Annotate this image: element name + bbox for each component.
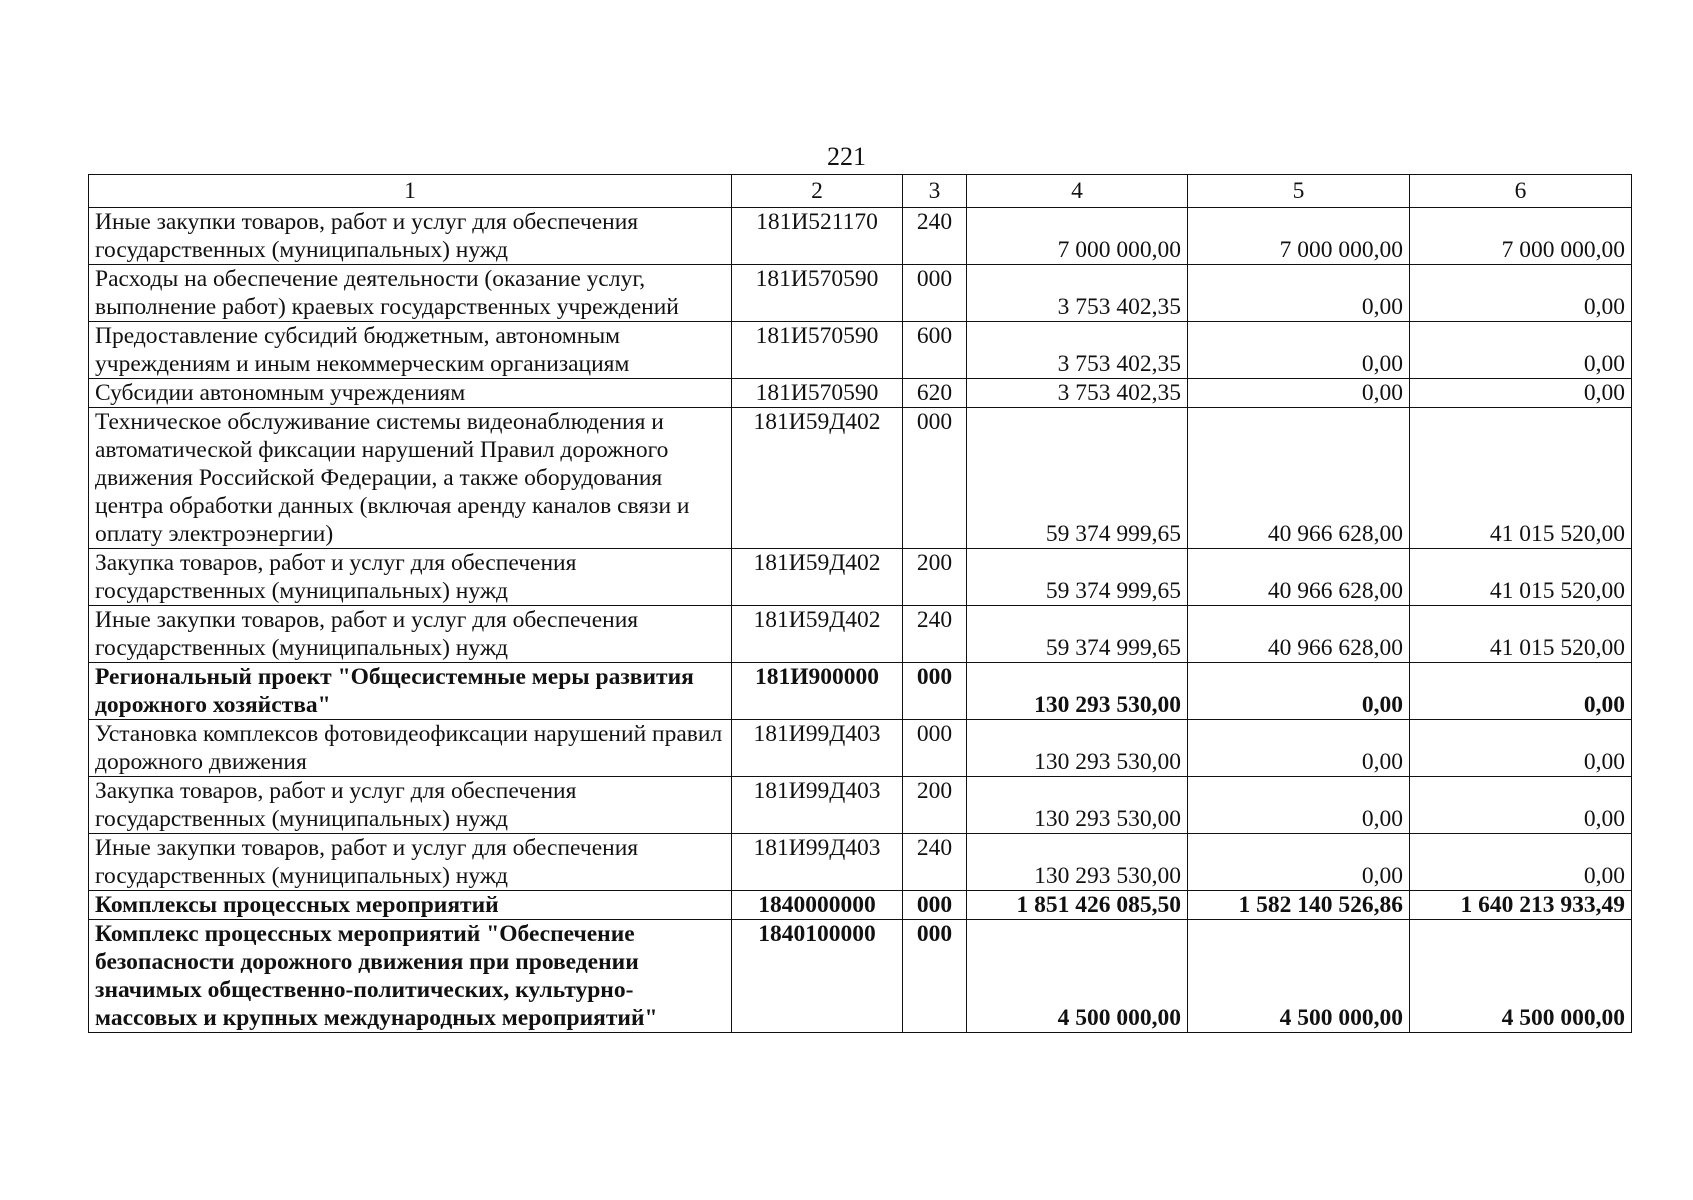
- header-row: [89, 175, 1632, 208]
- table-row: [89, 720, 1632, 777]
- row-amount-year3: 4 500 000,00: [1410, 920, 1632, 1033]
- row-amount-year1: 3 753 402,35: [967, 322, 1188, 379]
- row-amount-year2: 0,00: [1188, 322, 1410, 379]
- table-row: [89, 408, 1632, 549]
- column-header: 3: [903, 175, 967, 208]
- row-name: Закупка товаров, работ и услуг для обеспечения государственных (муниципальных) нужд: [89, 777, 732, 834]
- row-name: Иные закупки товаров, работ и услуг для обеспечения государственных (муниципальных) нужд: [89, 834, 732, 891]
- row-amount-year3: 1 640 213 933,49: [1410, 891, 1632, 920]
- row-amount-year2: 0,00: [1188, 834, 1410, 891]
- row-expense-type: 200: [903, 777, 967, 834]
- row-expense-type: 000: [903, 265, 967, 322]
- row-name: Иные закупки товаров, работ и услуг для обеспечения государственных (муниципальных) нужд: [89, 606, 732, 663]
- row-amount-year1: 130 293 530,00: [967, 663, 1188, 720]
- row-code: 181И570590: [732, 379, 903, 408]
- row-name: Иные закупки товаров, работ и услуг для обеспечения государственных (муниципальных) нужд: [89, 208, 732, 265]
- row-name: Техническое обслуживание системы видеонаблюдения и автоматической фиксации нарушений Правил дорожного движения Российской Федерации, а также оборудования центра обработки данных (включая аренду каналов связи и оплату электроэнергии): [89, 408, 732, 549]
- row-expense-type: 620: [903, 379, 967, 408]
- table-row: [89, 379, 1632, 408]
- row-code: 181И900000: [732, 663, 903, 720]
- row-amount-year2: 0,00: [1188, 663, 1410, 720]
- row-amount-year1: 4 500 000,00: [967, 920, 1188, 1033]
- row-code: 181И59Д402: [732, 408, 903, 549]
- row-name: Предоставление субсидий бюджетным, автономным учреждениям и иным некоммерческим организациям: [89, 322, 732, 379]
- table-row: [89, 549, 1632, 606]
- row-expense-type: 000: [903, 408, 967, 549]
- row-expense-type: 240: [903, 834, 967, 891]
- row-expense-type: 200: [903, 549, 967, 606]
- row-amount-year3: 0,00: [1410, 265, 1632, 322]
- row-code: 181И59Д402: [732, 549, 903, 606]
- row-amount-year3: 0,00: [1410, 720, 1632, 777]
- row-amount-year3: 0,00: [1410, 322, 1632, 379]
- row-name: Субсидии автономным учреждениям: [89, 379, 732, 408]
- row-amount-year2: 7 000 000,00: [1188, 208, 1410, 265]
- row-name: Закупка товаров, работ и услуг для обеспечения государственных (муниципальных) нужд: [89, 549, 732, 606]
- row-amount-year3: 41 015 520,00: [1410, 408, 1632, 549]
- row-amount-year1: 3 753 402,35: [967, 379, 1188, 408]
- row-expense-type: 000: [903, 891, 967, 920]
- row-code: 181И99Д403: [732, 720, 903, 777]
- row-amount-year1: 59 374 999,65: [967, 408, 1188, 549]
- row-amount-year1: 130 293 530,00: [967, 834, 1188, 891]
- row-code: 181И99Д403: [732, 777, 903, 834]
- row-amount-year3: 0,00: [1410, 834, 1632, 891]
- row-expense-type: 000: [903, 720, 967, 777]
- table-row-section: [89, 920, 1632, 1033]
- column-header: 4: [967, 175, 1188, 208]
- row-name: Комплексы процессных мероприятий: [89, 891, 732, 920]
- budget-table: [88, 174, 1632, 1033]
- table-row: [89, 265, 1632, 322]
- row-amount-year2: 40 966 628,00: [1188, 549, 1410, 606]
- row-expense-type: 240: [903, 606, 967, 663]
- row-amount-year1: 7 000 000,00: [967, 208, 1188, 265]
- column-header: 2: [732, 175, 903, 208]
- row-amount-year3: 41 015 520,00: [1410, 606, 1632, 663]
- table-row: [89, 208, 1632, 265]
- row-code: 181И521170: [732, 208, 903, 265]
- row-code: 1840100000: [732, 920, 903, 1033]
- row-amount-year1: 3 753 402,35: [967, 265, 1188, 322]
- row-amount-year1: 59 374 999,65: [967, 606, 1188, 663]
- row-name: Комплекс процессных мероприятий "Обеспечение безопасности дорожного движения при проведении значимых общественно-политических, культурно-массовых и крупных международных мероприятий": [89, 920, 732, 1033]
- row-code: 181И570590: [732, 265, 903, 322]
- row-code: 181И59Д402: [732, 606, 903, 663]
- row-amount-year2: 40 966 628,00: [1188, 606, 1410, 663]
- table-row-section: [89, 891, 1632, 920]
- row-name: Установка комплексов фотовидеофиксации нарушений правил дорожного движения: [89, 720, 732, 777]
- row-expense-type: 000: [903, 663, 967, 720]
- row-amount-year2: 4 500 000,00: [1188, 920, 1410, 1033]
- row-amount-year2: 0,00: [1188, 720, 1410, 777]
- row-amount-year1: 130 293 530,00: [967, 777, 1188, 834]
- row-expense-type: 240: [903, 208, 967, 265]
- table-row-section: [89, 663, 1632, 720]
- row-name: Региональный проект "Общесистемные меры развития дорожного хозяйства": [89, 663, 732, 720]
- row-amount-year2: 1 582 140 526,86: [1188, 891, 1410, 920]
- row-amount-year2: 40 966 628,00: [1188, 408, 1410, 549]
- row-amount-year2: 0,00: [1188, 379, 1410, 408]
- row-amount-year3: 0,00: [1410, 777, 1632, 834]
- row-amount-year2: 0,00: [1188, 265, 1410, 322]
- row-code: 1840000000: [732, 891, 903, 920]
- row-expense-type: 000: [903, 920, 967, 1033]
- row-amount-year3: 0,00: [1410, 379, 1632, 408]
- row-amount-year2: 0,00: [1188, 777, 1410, 834]
- row-amount-year3: 41 015 520,00: [1410, 549, 1632, 606]
- row-amount-year1: 1 851 426 085,50: [967, 891, 1188, 920]
- row-amount-year3: 0,00: [1410, 663, 1632, 720]
- row-amount-year1: 130 293 530,00: [967, 720, 1188, 777]
- row-name: Расходы на обеспечение деятельности (оказание услуг, выполнение работ) краевых государственных учреждений: [89, 265, 732, 322]
- row-expense-type: 600: [903, 322, 967, 379]
- column-header: 5: [1188, 175, 1410, 208]
- table-row: [89, 834, 1632, 891]
- table-row: [89, 322, 1632, 379]
- row-amount-year1: 59 374 999,65: [967, 549, 1188, 606]
- column-header: 6: [1410, 175, 1632, 208]
- row-amount-year3: 7 000 000,00: [1410, 208, 1632, 265]
- row-code: 181И570590: [732, 322, 903, 379]
- table-row: [89, 777, 1632, 834]
- column-header: 1: [89, 175, 732, 208]
- table-row: [89, 606, 1632, 663]
- row-code: 181И99Д403: [732, 834, 903, 891]
- page-number: 221: [827, 142, 866, 171]
